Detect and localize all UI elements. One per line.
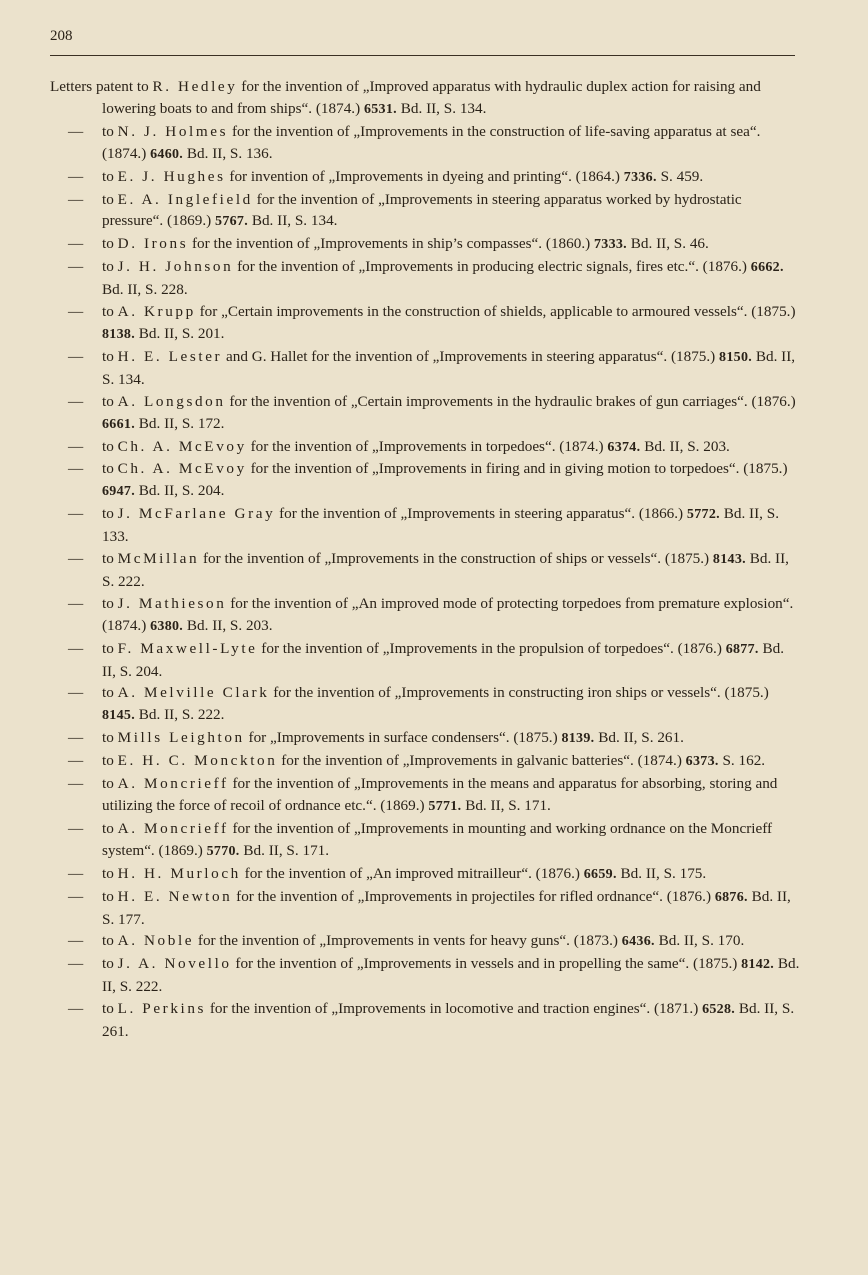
patent-number: 6662.	[750, 260, 784, 276]
entry-prefix: to	[102, 122, 118, 140]
invention-description: for the invention of „Improvements in torpedoes“. (1874.)	[246, 437, 608, 455]
entry-prefix: to	[102, 887, 118, 905]
volume-reference: Bd. II, S. 222.	[102, 955, 800, 996]
invention-description: for the invention of „Improvements in the means and apparatus for absorbing, storing and utilizing the force of recoil of ordnance etc.“. (1869.)	[102, 775, 778, 814]
entry-prefix: to	[102, 819, 118, 837]
list-item	[50, 391, 800, 436]
invention-description: for the invention of „Improvements in steering apparatus“. (1866.)	[275, 505, 687, 523]
volume-reference: S. 162.	[718, 752, 766, 770]
ditto-dash: —	[68, 955, 84, 973]
entry-prefix: to	[102, 392, 118, 410]
inventor-name: J. Mathieson	[117, 594, 227, 612]
patent-list	[50, 76, 800, 1043]
list-item	[50, 301, 800, 346]
volume-reference: Bd. II, S. 134.	[396, 99, 487, 117]
patent-number: 8138.	[102, 326, 135, 342]
inventor-name: A. Noble	[117, 932, 195, 950]
inventor-name: L. Perkins	[117, 1000, 207, 1018]
entry-prefix: to	[102, 347, 118, 365]
patent-number: 6661.	[102, 416, 135, 432]
ditto-dash: —	[68, 819, 84, 837]
invention-description: for the invention of „Improvements in steering apparatus worked by hydrostatic pressure“. (1869.)	[102, 190, 742, 230]
inventor-name: McMillan	[117, 550, 200, 568]
patent-number: 6436.	[621, 934, 655, 950]
volume-reference: Bd. II, S. 133.	[102, 505, 779, 546]
inventor-name: D. Irons	[117, 235, 189, 253]
volume-reference: Bd. II, S. 203.	[640, 437, 730, 455]
list-item	[50, 503, 800, 548]
patent-number: 5770.	[206, 843, 240, 859]
list-item	[50, 548, 800, 593]
patent-number: 6531.	[363, 101, 397, 117]
volume-reference: Bd. II, S. 204.	[135, 482, 225, 500]
inventor-name: E. J. Hughes	[117, 167, 226, 185]
list-item	[50, 121, 800, 166]
patent-number: 6380.	[150, 618, 184, 634]
patent-number: 6528.	[702, 1002, 736, 1018]
ditto-dash: —	[68, 303, 84, 321]
volume-reference: Bd. II, S. 203.	[183, 616, 273, 634]
entry-prefix: to	[102, 235, 118, 253]
list-item	[50, 953, 800, 998]
volume-reference: Bd. II, S. 171.	[239, 841, 330, 859]
list-item	[50, 773, 800, 818]
ditto-dash: —	[68, 864, 84, 882]
ditto-dash: —	[68, 1000, 84, 1018]
invention-description: for the invention of „An improved mitrailleur“. (1876.)	[240, 864, 584, 882]
inventor-name: R. Hedley	[152, 78, 238, 95]
invention-description: for the invention of „Improvements in mounting and working ordnance on the Moncrieff system“. (1869.)	[102, 819, 773, 859]
inventor-name: A. Longsdon	[117, 392, 226, 410]
invention-description: for the invention of „Improvements in galvanic batteries“. (1874.)	[277, 752, 686, 770]
invention-description: for the invention of „Improvements in the construction of ships or vessels“. (1875.)	[199, 550, 713, 568]
inventor-name: H. E. Lester	[117, 347, 223, 365]
entry-prefix: to	[102, 864, 118, 882]
ditto-dash: —	[68, 258, 84, 276]
invention-description: for the invention of „Improvements in locomotive and traction engines“. (1871.)	[206, 1000, 703, 1018]
inventor-name: N. J. Holmes	[117, 122, 229, 140]
list-item	[50, 750, 800, 773]
invention-description: for the invention of „Improvements in producing electric signals, fires etc.“. (1876.)	[233, 258, 751, 276]
entry-prefix: Letters patent to	[50, 78, 153, 95]
list-item	[50, 682, 800, 727]
patent-number: 6659.	[583, 866, 617, 882]
invention-description: for „Certain improvements in the construction of shields, applicable to armoured vessels“. (1875.)	[195, 303, 796, 321]
entry-prefix: to	[102, 190, 118, 208]
volume-reference: Bd. II, S. 136.	[183, 144, 273, 162]
header-rule	[50, 55, 795, 56]
entry-prefix: to	[102, 1000, 118, 1018]
entry-prefix: to	[102, 303, 118, 321]
invention-description: for the invention of „An improved mode of protecting torpedoes from premature explosion“. (1874.)	[102, 594, 794, 634]
invention-description: for the invention of „Improvements in constructing iron ships or vessels“. (1875.)	[269, 684, 769, 702]
volume-reference: Bd. II, S. 175.	[616, 864, 707, 882]
inventor-name: H. H. Murloch	[117, 864, 241, 882]
volume-reference: Bd. II, S. 46.	[626, 235, 709, 253]
list-item	[50, 593, 800, 638]
inventor-name: E. A. Inglefield	[117, 190, 253, 208]
volume-reference: Bd. II, S. 172.	[135, 414, 225, 432]
volume-reference: Bd. II, S. 177.	[102, 887, 791, 928]
volume-reference: Bd. II, S. 228.	[102, 281, 188, 299]
volume-reference: Bd. II, S. 204.	[102, 639, 785, 680]
volume-reference: Bd. II, S. 134.	[248, 212, 338, 230]
inventor-name: E. H. C. Monckton	[117, 752, 278, 770]
invention-description: and G. Hallet for the invention of „Improvements in steering apparatus“. (1875.)	[222, 347, 720, 365]
ditto-dash: —	[68, 775, 84, 793]
ditto-dash: —	[68, 594, 84, 612]
inventor-name: Ch. A. McEvoy	[117, 460, 247, 478]
ditto-dash: —	[68, 729, 84, 747]
invention-description: for the invention of „Improvements in the construction of life-saving apparatus at sea“. (1874.)	[102, 122, 761, 162]
list-item	[50, 638, 800, 683]
entry-prefix: to	[102, 684, 118, 702]
volume-reference: Bd. II, S. 134.	[102, 347, 796, 388]
ditto-dash: —	[68, 932, 84, 950]
entry-prefix: to	[102, 955, 118, 973]
ditto-dash: —	[68, 887, 84, 905]
patent-number: 6460.	[150, 146, 184, 162]
ditto-dash: —	[68, 752, 84, 770]
ditto-dash: —	[68, 684, 84, 702]
inventor-name: Ch. A. McEvoy	[117, 437, 247, 455]
entry-prefix: to	[102, 594, 118, 612]
list-item	[50, 233, 800, 256]
volume-reference: Bd. II, S. 170.	[654, 932, 745, 950]
entry-prefix: to	[102, 639, 118, 657]
list-item	[50, 189, 800, 234]
patent-number: 8150.	[719, 349, 753, 365]
ditto-dash: —	[68, 347, 84, 365]
inventor-name: J. H. Johnson	[117, 258, 234, 276]
inventor-name: A. Moncrieff	[117, 775, 229, 793]
inventor-name: A. Melville Clark	[117, 684, 270, 702]
list-item	[50, 886, 800, 931]
patent-number: 6373.	[685, 754, 719, 770]
entry-prefix: to	[102, 437, 118, 455]
inventor-name: J. A. Novello	[117, 955, 232, 973]
entry-prefix: to	[102, 167, 118, 185]
entry-prefix: to	[102, 729, 118, 747]
list-item	[50, 727, 800, 750]
patent-number: 5772.	[686, 507, 720, 523]
patent-number: 6877.	[725, 641, 759, 657]
volume-reference: Bd. II, S. 222.	[102, 550, 789, 590]
ditto-dash: —	[68, 639, 84, 657]
list-item	[50, 818, 800, 863]
patent-number: 6947.	[102, 484, 135, 500]
list-item	[50, 166, 800, 189]
list-item	[50, 458, 800, 503]
patent-number: 5767.	[215, 214, 249, 230]
invention-description: for the invention of „Improvements in ship’s compasses“. (1860.)	[188, 235, 594, 253]
ditto-dash: —	[68, 190, 84, 208]
invention-description: for invention of „Improvements in dyeing and printing“. (1864.)	[225, 167, 624, 185]
inventor-name: Mills Leighton	[117, 729, 245, 747]
entry-prefix: to	[102, 932, 118, 950]
volume-reference: S. 459.	[656, 167, 704, 185]
ditto-dash: —	[68, 437, 84, 455]
volume-reference: Bd. II, S. 222.	[135, 706, 225, 724]
patent-number: 8143.	[712, 552, 746, 568]
patent-number: 6374.	[607, 439, 641, 455]
patent-number: 6876.	[714, 889, 748, 905]
inventor-name: A. Krupp	[117, 303, 196, 321]
inventor-name: A. Moncrieff	[117, 819, 229, 837]
ditto-dash: —	[68, 505, 84, 523]
ditto-dash: —	[68, 460, 84, 478]
patent-number: 5771.	[428, 799, 462, 814]
page-number: 208	[50, 28, 73, 44]
list-item	[50, 436, 800, 459]
volume-reference: Bd. II, S. 261.	[102, 1000, 795, 1041]
invention-description: for the invention of „Improvements in firing and in giving motion to torpedoes“. (1875.)	[246, 460, 788, 478]
list-item	[50, 930, 800, 953]
invention-description: for the invention of „Improvements in projectiles for rifled ordnance“. (1876.)	[232, 887, 715, 905]
invention-description: for the invention of „Improved apparatus with hydraulic duplex action for raising and lowering boats to and from ships“. (1874.)	[102, 78, 761, 117]
ditto-dash: —	[68, 550, 84, 568]
volume-reference: Bd. II, S. 261.	[594, 729, 684, 747]
entry-prefix: to	[102, 258, 118, 276]
ditto-dash: —	[68, 392, 84, 410]
list-item	[50, 346, 800, 391]
inventor-name: F. Maxwell-Lyte	[117, 639, 258, 657]
invention-description: for the invention of „Improvements in the propulsion of torpedoes“. (1876.)	[257, 639, 726, 657]
entry-prefix: to	[102, 775, 118, 793]
patent-number: 8145.	[102, 708, 135, 724]
inventor-name: H. E. Newton	[117, 887, 233, 905]
list-item	[50, 256, 800, 301]
patent-number: 8139.	[561, 731, 595, 747]
inventor-name: J. McFarlane Gray	[117, 505, 276, 523]
ditto-dash: —	[68, 235, 84, 253]
invention-description: for the invention of „Improvements in vessels and in propelling the same“. (1875.)	[231, 955, 742, 973]
patent-number: 8142.	[741, 957, 775, 973]
volume-reference: Bd. II, S. 171.	[461, 797, 551, 814]
list-item	[50, 76, 800, 121]
invention-description: for the invention of „Certain improvements in the hydraulic brakes of gun carriages“. (1876.)	[225, 392, 796, 410]
invention-description: for „Improvements in surface condensers“. (1875.)	[244, 729, 562, 747]
ditto-dash: —	[68, 167, 84, 185]
patent-number: 7333.	[593, 237, 627, 253]
entry-prefix: to	[102, 505, 118, 523]
volume-reference: Bd. II, S. 201.	[135, 324, 225, 342]
list-item	[50, 998, 800, 1043]
entry-prefix: to	[102, 550, 118, 568]
invention-description: for the invention of „Improvements in vents for heavy guns“. (1873.)	[194, 932, 622, 950]
entry-prefix: to	[102, 752, 118, 770]
patent-number: 7336.	[623, 169, 657, 185]
ditto-dash: —	[68, 122, 84, 140]
entry-prefix: to	[102, 460, 118, 478]
list-item	[50, 863, 800, 886]
